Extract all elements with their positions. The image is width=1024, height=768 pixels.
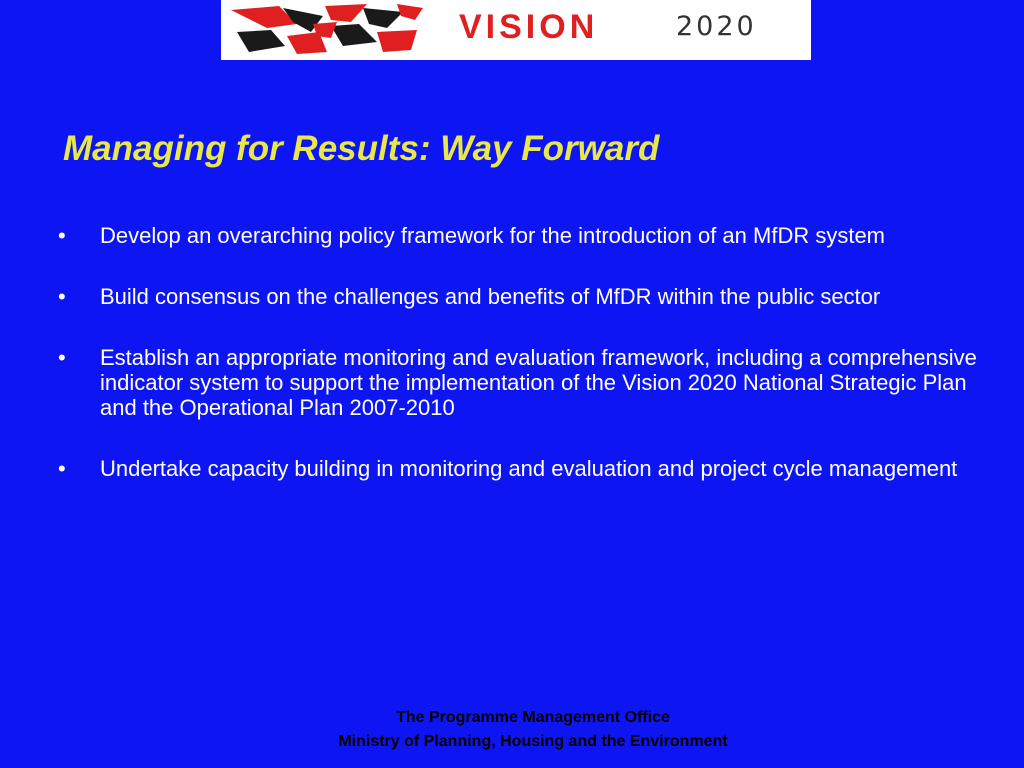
slide-title: Managing for Results: Way Forward: [63, 129, 660, 168]
bullet-item: [58, 345, 978, 420]
bullet-text: Establish an appropriate monitoring and evaluation framework, including a comprehensive indicator system to support the implementation of the Vision 2020 National Strategic Plan and the Operational Plan 2007-2010: [100, 345, 977, 420]
logo-year: 2020: [676, 11, 757, 42]
logo-word-vision: VISION: [459, 8, 599, 46]
bullet-item: [58, 223, 978, 248]
vision-2020-logo: [221, 0, 811, 60]
bullet-list: [58, 223, 978, 481]
bullet-text: Develop an overarching policy framework for the introduction of an MfDR system: [100, 223, 886, 248]
bullet-marker: •: [58, 223, 66, 248]
bullet-marker: •: [58, 456, 66, 481]
vision-arrows-logo-icon: [227, 2, 427, 58]
footer-office: The Programme Management Office: [396, 709, 670, 726]
bullet-text: Build consensus on the challenges and benefits of MfDR within the public sector: [100, 284, 881, 309]
bullet-text: Undertake capacity building in monitoring and evaluation and project cycle management: [100, 456, 958, 481]
bullet-marker: •: [58, 345, 66, 370]
bullet-item: [58, 456, 978, 481]
bullet-item: [58, 284, 978, 309]
slide-footer: [0, 706, 1024, 754]
bullet-marker: •: [58, 284, 66, 309]
footer-ministry: Ministry of Planning, Housing and the Environment: [338, 733, 728, 750]
